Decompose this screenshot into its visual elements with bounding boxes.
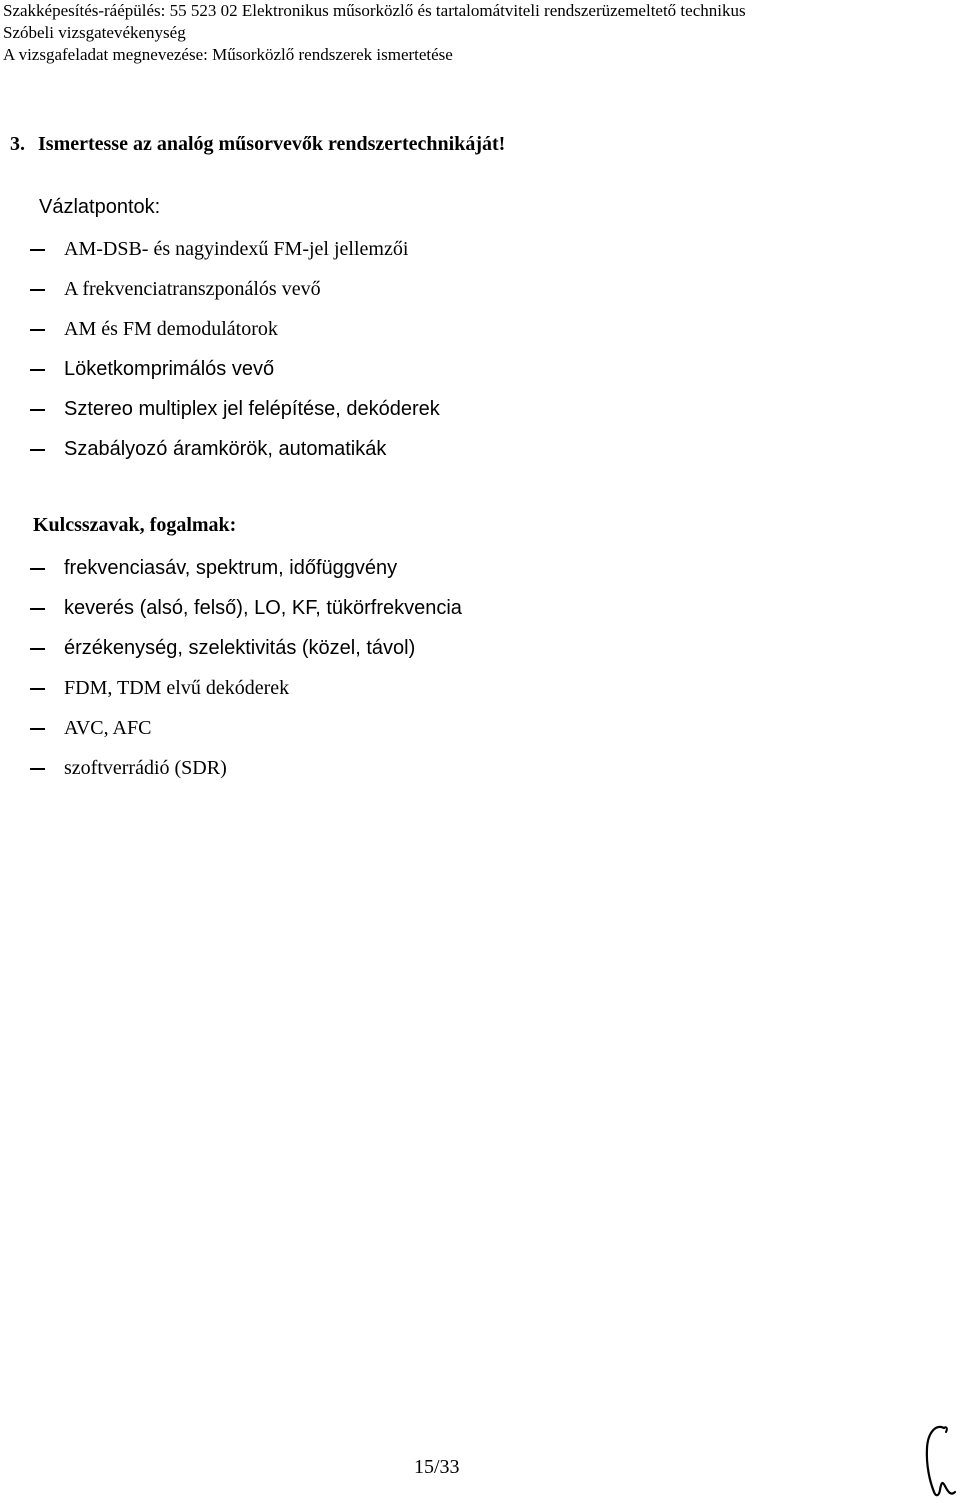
- dash-bullet: [30, 249, 45, 251]
- question-text: Ismertesse az analóg műsorvevők rendszertechnikáját!: [38, 133, 506, 155]
- dash-bullet: [30, 568, 45, 570]
- header-qualification: Szakképesítés-ráépülés: 55 523 02 Elektronikus műsorközlő és tartalomátviteli rendszerüzemeltető technikus: [3, 1, 746, 20]
- header-task-name: A vizsgafeladat megnevezése: Műsorközlő rendszerek ismertetése: [3, 45, 453, 64]
- dash-bullet: [30, 688, 45, 690]
- dash-bullet: [30, 369, 45, 371]
- signature-initial: [918, 1420, 958, 1502]
- question-number: 3.: [10, 133, 25, 155]
- question-title: [10, 133, 505, 156]
- keywords-label: Kulcsszavak, fogalmak:: [33, 514, 237, 536]
- header-exam-type: Szóbeli vizsgatevékenység: [3, 23, 186, 42]
- dash-bullet: [30, 289, 45, 291]
- dash-bullet: [30, 329, 45, 331]
- dash-bullet: [30, 449, 45, 451]
- page-number: 15/33: [414, 1456, 460, 1478]
- dash-bullet: [30, 409, 45, 411]
- outline-label: Vázlatpontok:: [39, 196, 161, 218]
- dash-bullet: [30, 728, 45, 730]
- dash-bullet: [30, 768, 45, 770]
- dash-bullet: [30, 608, 45, 610]
- dash-bullet: [30, 648, 45, 650]
